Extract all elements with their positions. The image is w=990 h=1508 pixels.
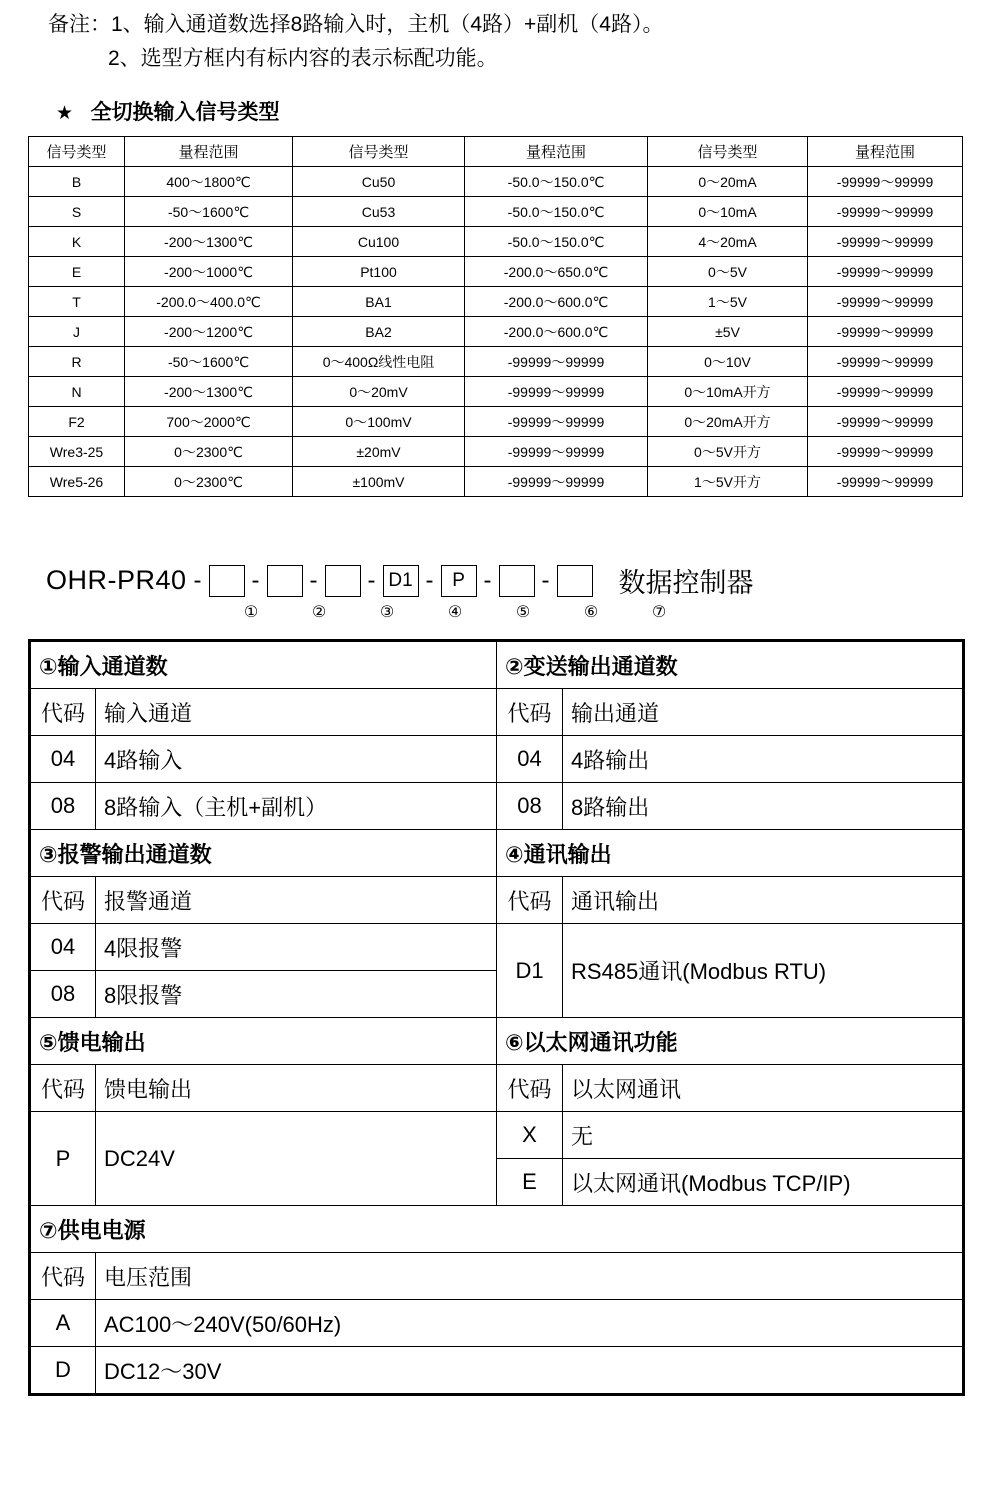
table-row — [29, 197, 963, 227]
value-cell: 以太网通讯(Modbus TCP/IP) — [563, 1159, 964, 1206]
table-row — [29, 317, 963, 347]
code-header-4: 代码 — [497, 877, 563, 924]
value-cell: 8路输出 — [563, 783, 964, 830]
code-cell: 08 — [30, 971, 96, 1018]
cell: -99999～99999 — [465, 467, 648, 497]
spec-title-2: ②变送输出通道数 — [497, 641, 964, 689]
spec-title-row — [30, 830, 964, 877]
model-prefix: OHR-PR40 — [46, 565, 187, 595]
cell: R — [29, 347, 125, 377]
spec-title-row — [30, 1206, 964, 1253]
code-header-5: 代码 — [30, 1065, 96, 1112]
cell: 0～400Ω线性电阻 — [293, 347, 465, 377]
cell: Wre5-26 — [29, 467, 125, 497]
code-cell: 04 — [30, 736, 96, 783]
cell: 0～20mV — [293, 377, 465, 407]
cell: -99999～99999 — [808, 317, 963, 347]
cell: 0～2300℃ — [125, 437, 293, 467]
value-cell: 4路输入 — [96, 736, 497, 783]
cell: 1～5V开方 — [648, 467, 808, 497]
value-cell: DC24V — [96, 1112, 497, 1206]
star-icon: ★ — [56, 103, 74, 124]
model-index-3: ③ — [379, 604, 395, 621]
value-cell: AC100～240V(50/60Hz) — [96, 1300, 964, 1347]
cell: N — [29, 377, 125, 407]
column-header: 信号类型 — [648, 137, 808, 167]
model-dash: - — [251, 566, 260, 594]
cell: 1～5V — [648, 287, 808, 317]
cell: -200～1200℃ — [125, 317, 293, 347]
cell: 0～10mA — [648, 197, 808, 227]
table-row — [29, 437, 963, 467]
table-row — [29, 377, 963, 407]
column-header: 量程范围 — [808, 137, 963, 167]
cell: -99999～99999 — [808, 467, 963, 497]
value-cell: 8路输入（主机+副机） — [96, 783, 497, 830]
cell: 0～100mV — [293, 407, 465, 437]
cell: BA1 — [293, 287, 465, 317]
spec-row — [30, 1300, 964, 1347]
cell: ±5V — [648, 317, 808, 347]
code-cell: D1 — [497, 924, 563, 1018]
model-box-2 — [267, 565, 303, 597]
cell: -50.0～150.0℃ — [465, 197, 648, 227]
cell: ±100mV — [293, 467, 465, 497]
cell: -99999～99999 — [808, 257, 963, 287]
model-box-7 — [557, 565, 593, 597]
model-index-4: ④ — [447, 604, 463, 621]
cell: E — [29, 257, 125, 287]
spec-header-row — [30, 877, 964, 924]
model-box-5: P — [441, 565, 477, 597]
value-cell: DC12～30V — [96, 1347, 964, 1395]
value-header-5: 馈电输出 — [96, 1065, 497, 1112]
spec-row — [30, 1112, 964, 1159]
value-cell: 无 — [563, 1112, 964, 1159]
model-dash: - — [425, 566, 434, 594]
model-index-2: ② — [311, 604, 327, 621]
cell: -200～1000℃ — [125, 257, 293, 287]
cell: -99999～99999 — [465, 377, 648, 407]
table-row — [29, 467, 963, 497]
cell: T — [29, 287, 125, 317]
table-row — [29, 167, 963, 197]
cell: ±20mV — [293, 437, 465, 467]
spec-title-6: ⑥以太网通讯功能 — [497, 1018, 964, 1065]
model-dash: - — [193, 566, 202, 594]
spec-title-1: ①输入通道数 — [30, 641, 497, 689]
value-cell: 4路输出 — [563, 736, 964, 783]
spec-title-5: ⑤馈电输出 — [30, 1018, 497, 1065]
cell: -99999～99999 — [465, 347, 648, 377]
model-index-7: ⑦ — [651, 604, 667, 621]
cell: 0～20mA — [648, 167, 808, 197]
code-header-6: 代码 — [497, 1065, 563, 1112]
model-code-area — [0, 561, 990, 633]
table-row — [29, 347, 963, 377]
code-cell: 04 — [30, 924, 96, 971]
spec-title-row — [30, 1018, 964, 1065]
cell: Cu100 — [293, 227, 465, 257]
cell: -99999～99999 — [808, 197, 963, 227]
model-index-1: ① — [243, 604, 259, 621]
cell: 0～2300℃ — [125, 467, 293, 497]
model-dash: - — [367, 566, 376, 594]
spec-title-7: ⑦供电电源 — [30, 1206, 964, 1253]
spec-title-4: ④通讯输出 — [497, 830, 964, 877]
code-header-7: 代码 — [30, 1253, 96, 1300]
model-index-6: ⑥ — [583, 604, 599, 621]
cell: -200.0～600.0℃ — [465, 287, 648, 317]
spec-title-3: ③报警输出通道数 — [30, 830, 497, 877]
cell: S — [29, 197, 125, 227]
cell: -200～1300℃ — [125, 227, 293, 257]
cell: -50～1600℃ — [125, 347, 293, 377]
cell: -99999～99999 — [808, 167, 963, 197]
cell: -50.0～150.0℃ — [465, 167, 648, 197]
cell: B — [29, 167, 125, 197]
cell: J — [29, 317, 125, 347]
value-cell: RS485通讯(Modbus RTU) — [563, 924, 964, 1018]
cell: -99999～99999 — [808, 227, 963, 257]
cell: -200.0～600.0℃ — [465, 317, 648, 347]
code-cell: 08 — [497, 783, 563, 830]
note-line-2: 2、选型方框内有标内容的表示标配功能。 — [108, 47, 498, 70]
table-row — [29, 257, 963, 287]
column-header: 信号类型 — [293, 137, 465, 167]
cell: 4～20mA — [648, 227, 808, 257]
cell: -50.0～150.0℃ — [465, 227, 648, 257]
section-heading — [0, 96, 990, 126]
model-dash: - — [541, 566, 550, 594]
cell: -200.0～400.0℃ — [125, 287, 293, 317]
cell: -99999～99999 — [808, 347, 963, 377]
cell: -99999～99999 — [808, 377, 963, 407]
model-code-row — [46, 561, 990, 600]
value-header-4: 通讯输出 — [563, 877, 964, 924]
value-header-2: 输出通道 — [563, 689, 964, 736]
code-header-1: 代码 — [30, 689, 96, 736]
table-header-row — [29, 137, 963, 167]
cell: BA2 — [293, 317, 465, 347]
signal-table-wrapper — [0, 136, 990, 497]
cell: -99999～99999 — [465, 407, 648, 437]
cell: K — [29, 227, 125, 257]
code-cell: E — [497, 1159, 563, 1206]
model-box-3 — [325, 565, 361, 597]
spec-row — [30, 924, 964, 971]
cell: -50～1600℃ — [125, 197, 293, 227]
note-line-1: 备注：1、输入通道数选择8路输入时，主机（4路）+副机（4路）。 — [48, 13, 664, 36]
cell: -99999～99999 — [808, 287, 963, 317]
value-header-1: 输入通道 — [96, 689, 497, 736]
code-cell: X — [497, 1112, 563, 1159]
value-header-7: 电压范围 — [96, 1253, 964, 1300]
code-cell: A — [30, 1300, 96, 1347]
code-header-2: 代码 — [497, 689, 563, 736]
cell: -99999～99999 — [808, 407, 963, 437]
selection-spec-table — [28, 639, 965, 1396]
cell: 0～10mA开方 — [648, 377, 808, 407]
code-cell: D — [30, 1347, 96, 1395]
value-header-6: 以太网通讯 — [563, 1065, 964, 1112]
cell: 0～5V开方 — [648, 437, 808, 467]
value-header-3: 报警通道 — [96, 877, 497, 924]
spec-row — [30, 736, 964, 783]
table-row — [29, 287, 963, 317]
model-suffix: 数据控制器 — [618, 568, 754, 598]
cell: Cu50 — [293, 167, 465, 197]
model-dash: - — [309, 566, 318, 594]
model-box-1 — [209, 565, 245, 597]
code-cell: P — [30, 1112, 96, 1206]
signal-type-table — [28, 136, 963, 497]
cell: F2 — [29, 407, 125, 437]
cell: 0～20mA开方 — [648, 407, 808, 437]
value-cell: 4限报警 — [96, 924, 497, 971]
code-cell: 08 — [30, 783, 96, 830]
spec-row — [30, 1347, 964, 1395]
spec-header-row — [30, 1253, 964, 1300]
column-header: 信号类型 — [29, 137, 125, 167]
spec-row — [30, 783, 964, 830]
cell: Pt100 — [293, 257, 465, 287]
column-header: 量程范围 — [465, 137, 648, 167]
code-header-3: 代码 — [30, 877, 96, 924]
notes-block — [0, 0, 990, 76]
cell: 400～1800℃ — [125, 167, 293, 197]
model-index-row — [46, 602, 990, 622]
cell: -99999～99999 — [465, 437, 648, 467]
column-header: 量程范围 — [125, 137, 293, 167]
model-box-4: D1 — [383, 565, 419, 597]
section-title: 全切换输入信号类型 — [90, 101, 280, 124]
cell: Cu53 — [293, 197, 465, 227]
table-row — [29, 227, 963, 257]
cell: -200～1300℃ — [125, 377, 293, 407]
cell: -200.0～650.0℃ — [465, 257, 648, 287]
spec-header-row — [30, 689, 964, 736]
table-row — [29, 407, 963, 437]
model-index-5: ⑤ — [515, 604, 531, 621]
model-box-6 — [499, 565, 535, 597]
value-cell: 8限报警 — [96, 971, 497, 1018]
spec-header-row — [30, 1065, 964, 1112]
cell: Wre3-25 — [29, 437, 125, 467]
cell: 0～5V — [648, 257, 808, 287]
model-dash: - — [483, 566, 492, 594]
cell: -99999～99999 — [808, 437, 963, 467]
spec-table-wrapper — [0, 639, 990, 1396]
cell: 0～10V — [648, 347, 808, 377]
cell: 700～2000℃ — [125, 407, 293, 437]
code-cell: 04 — [497, 736, 563, 783]
spec-title-row — [30, 641, 964, 689]
